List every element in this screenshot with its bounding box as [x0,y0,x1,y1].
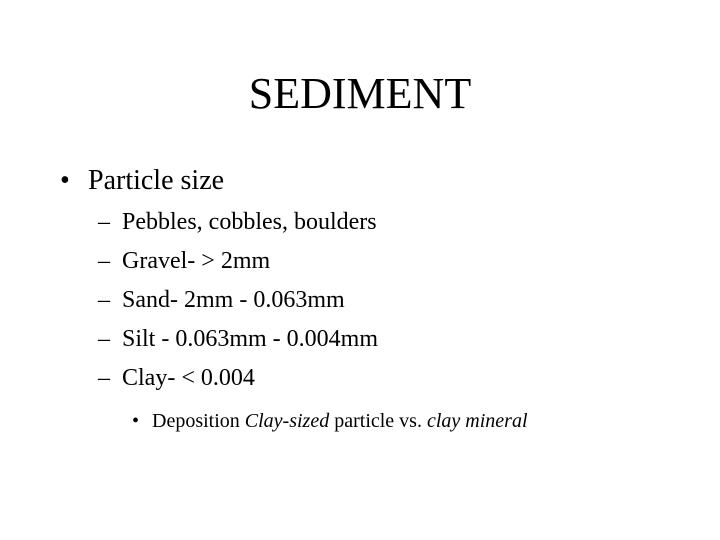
note-text-clay-mineral: clay mineral [426,410,528,432]
sub-bullet-clay [98,359,378,398]
note-bullet-deposition [132,406,528,436]
note-text-part1: Deposition [152,410,245,432]
sub-bullet-text: Sand- 2mm - 0.063mm [122,287,345,313]
dash-icon: – [98,365,110,391]
note-text-clay-sized: Clay-sized [244,410,330,432]
sub-bullet-pebbles [98,203,378,242]
dash-icon: – [98,248,110,274]
sub-bullet-text: Gravel- > 2mm [122,248,271,274]
sub-bullet-sand [98,281,378,320]
sub-bullet-gravel [98,242,378,281]
dash-icon: – [98,209,110,235]
sub-bullet-silt [98,320,378,359]
slide-title: SEDIMENT [248,69,472,118]
dash-icon: – [98,326,110,352]
sub-bullet-text: Clay- < 0.004 [122,365,255,391]
note-text-part3: particle vs. [329,410,427,432]
sub-bullet-text: Pebbles, cobbles, boulders [122,209,377,235]
sub-bullet-text: Silt - 0.063mm - 0.004mm [122,326,379,352]
bullet-text: Particle size [88,165,225,196]
sub-bullet-list [98,203,378,398]
bullet-particle-size [60,162,224,200]
bullet-icon: • [132,410,140,432]
dash-icon: – [98,287,110,313]
bullet-icon: • [60,165,70,196]
